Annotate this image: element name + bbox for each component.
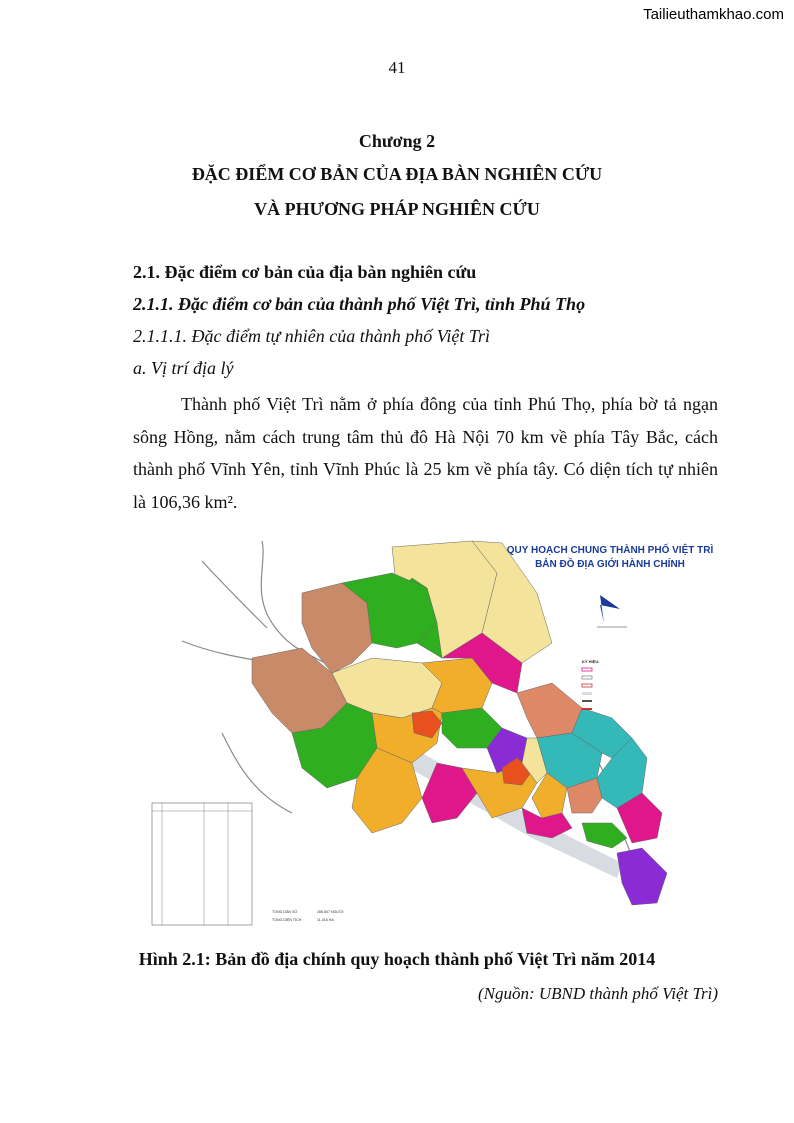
chapter-title-line2: VÀ PHƯƠNG PHÁP NGHIÊN CỨU — [254, 199, 540, 219]
section-heading-2-1-1: 2.1.1. Đặc điểm cơ bản của thành phố Việt Trì, tỉnh Phú Thọ — [133, 294, 586, 314]
map-title-line1: QUY HOẠCH CHUNG THÀNH PHỐ VIỆT TRÌ — [506, 545, 714, 556]
body-paragraph-text: Thành phố Việt Trì nằm ở phía đông của tỉnh Phú Thọ, phía bờ tả ngạn sông Hồng, nằm cách trung tâm thủ đô Hà Nội 70 km về phía Tây Bắc, cách thành phố Vĩnh Yên, tỉnh Vĩnh Phúc là 25 km về phía tây. Có diện tích tự nhiên là 106,36 km². — [133, 394, 718, 512]
figure-caption: Hình 2.1: Bản đồ địa chính quy hoạch thành phố Việt Trì năm 2014 — [138, 949, 656, 969]
body-paragraph — [133, 388, 718, 518]
summary-population-value: 286.507 NGƯỜI — [317, 910, 344, 914]
statistics-table — [152, 803, 252, 925]
page-number: 41 — [388, 58, 406, 77]
section-heading-2-1: 2.1. Đặc điểm cơ bản của địa bàn nghiên cứu — [133, 262, 477, 282]
chapter-heading: Chương 2 — [358, 131, 436, 151]
chapter-title-line1: ĐẶC ĐIỂM CƠ BẢN CỦA ĐỊA BÀN NGHIÊN CỨU — [191, 164, 603, 184]
watermark: Tailieuthamkhao.com — [643, 6, 784, 23]
summary-area-label: TỔNG DIỆN TÍCH — [272, 918, 302, 922]
administrative-map — [142, 533, 714, 925]
figure-source: (Nguồn: UBND thành phố Việt Trì) — [477, 984, 718, 1003]
section-heading-2-1-1-1: 2.1.1.1. Đặc điểm tự nhiên của thành phố Việt Trì — [133, 326, 490, 346]
subsection-heading-a: a. Vị trí địa lý — [133, 358, 234, 378]
summary-area-value: 11.316 HA — [317, 918, 334, 922]
map-title-line2: BẢN ĐỒ ĐỊA GIỚI HÀNH CHÍNH — [535, 559, 685, 570]
map-legend-title: KÝ HIỆU: — [582, 659, 600, 664]
summary-population-label: TỔNG DÂN SỐ — [272, 910, 298, 914]
